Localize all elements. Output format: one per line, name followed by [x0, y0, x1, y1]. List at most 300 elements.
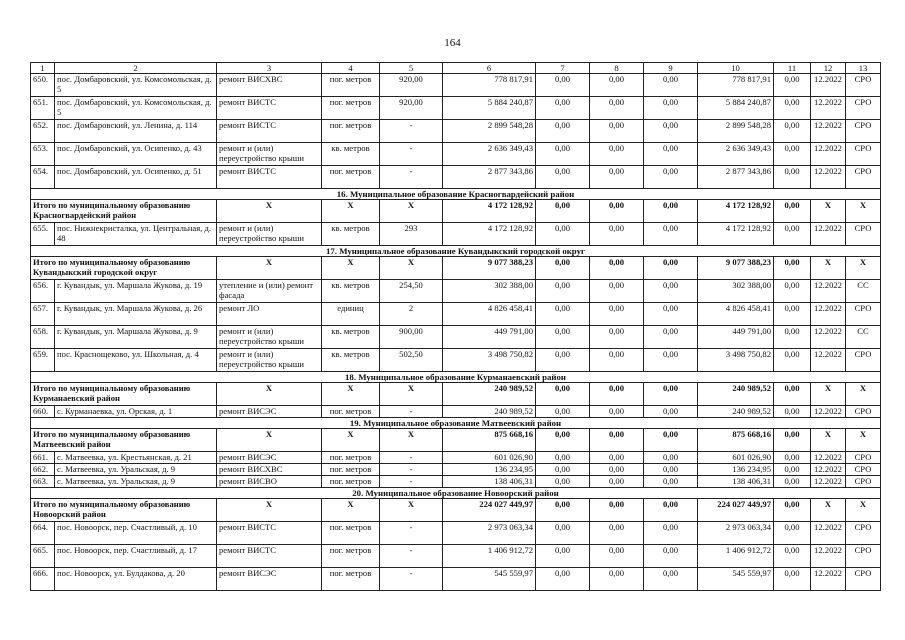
cost-total-2-cell: 1 406 912,72	[698, 545, 774, 568]
fund-cost-cell: 0,00	[536, 349, 590, 372]
fund-cost-cell: 0,00	[536, 476, 590, 488]
unit-cell: пог. метров	[322, 522, 380, 545]
budget-cost-cell: 0,00	[590, 452, 644, 464]
table-row	[31, 326, 881, 349]
column-number-cell: 13	[846, 63, 881, 74]
row-number-cell: 652.	[31, 120, 55, 143]
capital-repair-table	[30, 62, 881, 591]
volume-cell: 2	[380, 303, 443, 326]
fund-cost-cell: 0,00	[536, 74, 590, 97]
other-cost-cell: 0,00	[774, 143, 811, 166]
cost-total-2-cell: 302 388,00	[698, 280, 774, 303]
method-cell: СРО	[846, 74, 881, 97]
total-cost-cell: 136 234,95	[443, 464, 536, 476]
address-cell: пос. Домбаровский, ул. Осипенко, д. 43	[55, 143, 217, 166]
subtotal-budget-cost: 0,00	[590, 429, 644, 452]
work-type-cell: ремонт и (или) переустройство крыши	[217, 326, 322, 349]
other-cost-cell: 0,00	[774, 522, 811, 545]
subtotal-fund-cost: 0,00	[536, 383, 590, 406]
section-header-row	[31, 246, 881, 257]
table-row	[31, 476, 881, 488]
row-number-cell: 651.	[31, 97, 55, 120]
total-cost-cell: 778 817,91	[443, 74, 536, 97]
address-cell: г. Кувандык, ул. Маршала Жукова, д. 9	[55, 326, 217, 349]
column-number-cell: 3	[217, 63, 322, 74]
subtotal-fund-cost: 0,00	[536, 499, 590, 522]
table-row	[31, 223, 881, 246]
row-number-cell: 665.	[31, 545, 55, 568]
subtotal-work-type: X	[217, 200, 322, 223]
budget-cost-cell: 0,00	[590, 406, 644, 418]
column-number-cell: 12	[811, 63, 846, 74]
budget-cost-cell: 0,00	[590, 74, 644, 97]
other-cost-cell: 0,00	[774, 223, 811, 246]
address-cell: с. Матвеевка, ул. Уральская, д. 9	[55, 464, 217, 476]
section-title: 17. Муниципальное образование Кувандыкский городской округ	[31, 246, 881, 257]
budget-cost-cell: 0,00	[590, 349, 644, 372]
section-title: 16. Муниципальное образование Красногвардейский район	[31, 189, 881, 200]
work-type-cell: ремонт ВИСТС	[217, 120, 322, 143]
subtotal-unit: X	[322, 429, 380, 452]
column-number-cell: 1	[31, 63, 55, 74]
owner-cost-cell: 0,00	[644, 545, 698, 568]
cost-total-2-cell: 4 826 458,41	[698, 303, 774, 326]
work-type-cell: ремонт и (или) переустройство крыши	[217, 349, 322, 372]
row-number-cell: 664.	[31, 522, 55, 545]
total-cost-cell: 3 498 750,82	[443, 349, 536, 372]
subtotal-cost-total-2: 9 077 388,23	[698, 257, 774, 280]
work-type-cell: ремонт ВИСЭС	[217, 568, 322, 591]
column-number-cell: 11	[774, 63, 811, 74]
other-cost-cell: 0,00	[774, 120, 811, 143]
deadline-cell: 12.2022	[811, 120, 846, 143]
cost-total-2-cell: 136 234,95	[698, 464, 774, 476]
address-cell: с. Курманаевка, ул. Орская, д. 1	[55, 406, 217, 418]
address-cell: пос. Нижнекристалка, ул. Центральная, д. 48	[55, 223, 217, 246]
row-number-cell: 663.	[31, 476, 55, 488]
row-number-cell: 659.	[31, 349, 55, 372]
method-cell: СРО	[846, 120, 881, 143]
subtotal-label: Итого по муниципальному образованию Матвеевский район	[31, 429, 217, 452]
fund-cost-cell: 0,00	[536, 223, 590, 246]
unit-cell: пог. метров	[322, 464, 380, 476]
address-cell: пос. Новоорск, пер. Счастливый, д. 10	[55, 522, 217, 545]
subtotal-total-cost: 4 172 128,92	[443, 200, 536, 223]
subtotal-label: Итого по муниципальному образованию Красногвардейский район	[31, 200, 217, 223]
subtotal-method: X	[846, 200, 881, 223]
section-header-row	[31, 418, 881, 429]
subtotal-unit: X	[322, 200, 380, 223]
column-number-row	[31, 63, 881, 74]
subtotal-unit: X	[322, 499, 380, 522]
owner-cost-cell: 0,00	[644, 166, 698, 189]
method-cell: СРО	[846, 303, 881, 326]
table-row	[31, 568, 881, 591]
owner-cost-cell: 0,00	[644, 522, 698, 545]
volume-cell: -	[380, 545, 443, 568]
method-cell: СРО	[846, 97, 881, 120]
other-cost-cell: 0,00	[774, 568, 811, 591]
budget-cost-cell: 0,00	[590, 476, 644, 488]
other-cost-cell: 0,00	[774, 166, 811, 189]
subtotal-cost-total-2: 224 027 449,97	[698, 499, 774, 522]
deadline-cell: 12.2022	[811, 143, 846, 166]
section-header-row	[31, 488, 881, 499]
deadline-cell: 12.2022	[811, 303, 846, 326]
unit-cell: кв. метров	[322, 143, 380, 166]
unit-cell: пог. метров	[322, 74, 380, 97]
deadline-cell: 12.2022	[811, 349, 846, 372]
subtotal-row	[31, 429, 881, 452]
unit-cell: пог. метров	[322, 476, 380, 488]
method-cell: СРО	[846, 545, 881, 568]
work-type-cell: ремонт и (или) переустройство крыши	[217, 143, 322, 166]
subtotal-volume: X	[380, 383, 443, 406]
subtotal-deadline: X	[811, 429, 846, 452]
work-type-cell: ремонт ЛО	[217, 303, 322, 326]
section-title: 20. Муниципальное образование Новоорский район	[31, 488, 881, 499]
subtotal-label: Итого по муниципальному образованию Новоорский район	[31, 499, 217, 522]
budget-cost-cell: 0,00	[590, 97, 644, 120]
unit-cell: пог. метров	[322, 166, 380, 189]
method-cell: СРО	[846, 522, 881, 545]
deadline-cell: 12.2022	[811, 166, 846, 189]
table-row	[31, 166, 881, 189]
subtotal-cost-total-2: 875 668,16	[698, 429, 774, 452]
other-cost-cell: 0,00	[774, 303, 811, 326]
owner-cost-cell: 0,00	[644, 349, 698, 372]
row-number-cell: 660.	[31, 406, 55, 418]
deadline-cell: 12.2022	[811, 476, 846, 488]
other-cost-cell: 0,00	[774, 349, 811, 372]
row-number-cell: 650.	[31, 74, 55, 97]
subtotal-fund-cost: 0,00	[536, 257, 590, 280]
volume-cell: 293	[380, 223, 443, 246]
volume-cell: 920,00	[380, 97, 443, 120]
method-cell: СРО	[846, 464, 881, 476]
volume-cell: -	[380, 143, 443, 166]
row-number-cell: 653.	[31, 143, 55, 166]
fund-cost-cell: 0,00	[536, 452, 590, 464]
work-type-cell: ремонт ВИСВО	[217, 476, 322, 488]
other-cost-cell: 0,00	[774, 280, 811, 303]
column-number-cell: 8	[590, 63, 644, 74]
row-number-cell: 658.	[31, 326, 55, 349]
owner-cost-cell: 0,00	[644, 120, 698, 143]
budget-cost-cell: 0,00	[590, 143, 644, 166]
address-cell: пос. Краснощеково, ул. Школьная, д. 4	[55, 349, 217, 372]
deadline-cell: 12.2022	[811, 97, 846, 120]
deadline-cell: 12.2022	[811, 568, 846, 591]
subtotal-work-type: X	[217, 257, 322, 280]
table-row	[31, 303, 881, 326]
fund-cost-cell: 0,00	[536, 545, 590, 568]
budget-cost-cell: 0,00	[590, 223, 644, 246]
deadline-cell: 12.2022	[811, 545, 846, 568]
address-cell: пос. Домбаровский, ул. Комсомольская, д. 5	[55, 74, 217, 97]
method-cell: СС	[846, 326, 881, 349]
owner-cost-cell: 0,00	[644, 97, 698, 120]
owner-cost-cell: 0,00	[644, 568, 698, 591]
address-cell: пос. Новоорск, ул. Булдакова, д. 20	[55, 568, 217, 591]
subtotal-volume: X	[380, 499, 443, 522]
volume-cell: 900,00	[380, 326, 443, 349]
total-cost-cell: 138 406,31	[443, 476, 536, 488]
cost-total-2-cell: 601 026,90	[698, 452, 774, 464]
subtotal-other-cost: 0,00	[774, 499, 811, 522]
total-cost-cell: 2 973 063,34	[443, 522, 536, 545]
subtotal-row	[31, 200, 881, 223]
fund-cost-cell: 0,00	[536, 568, 590, 591]
deadline-cell: 12.2022	[811, 326, 846, 349]
work-type-cell: ремонт ВИСЭС	[217, 406, 322, 418]
work-type-cell: ремонт ВИСТС	[217, 166, 322, 189]
budget-cost-cell: 0,00	[590, 303, 644, 326]
subtotal-other-cost: 0,00	[774, 383, 811, 406]
total-cost-cell: 601 026,90	[443, 452, 536, 464]
table-row	[31, 97, 881, 120]
volume-cell: -	[380, 120, 443, 143]
cost-total-2-cell: 4 172 128,92	[698, 223, 774, 246]
subtotal-fund-cost: 0,00	[536, 200, 590, 223]
budget-cost-cell: 0,00	[590, 280, 644, 303]
fund-cost-cell: 0,00	[536, 120, 590, 143]
subtotal-fund-cost: 0,00	[536, 429, 590, 452]
fund-cost-cell: 0,00	[536, 97, 590, 120]
subtotal-total-cost: 240 989,52	[443, 383, 536, 406]
total-cost-cell: 4 826 458,41	[443, 303, 536, 326]
other-cost-cell: 0,00	[774, 545, 811, 568]
volume-cell: -	[380, 476, 443, 488]
row-number-cell: 662.	[31, 464, 55, 476]
address-cell: пос. Новоорск, пер. Счастливый, д. 17	[55, 545, 217, 568]
volume-cell: -	[380, 568, 443, 591]
table-row	[31, 545, 881, 568]
subtotal-budget-cost: 0,00	[590, 499, 644, 522]
subtotal-other-cost: 0,00	[774, 200, 811, 223]
work-type-cell: ремонт ВИСХВС	[217, 74, 322, 97]
deadline-cell: 12.2022	[811, 280, 846, 303]
cost-total-2-cell: 2 973 063,34	[698, 522, 774, 545]
deadline-cell: 12.2022	[811, 522, 846, 545]
work-type-cell: ремонт и (или) переустройство крыши	[217, 223, 322, 246]
unit-cell: кв. метров	[322, 349, 380, 372]
method-cell: СРО	[846, 568, 881, 591]
address-cell: с. Матвеевка, ул. Крестьянская, д. 21	[55, 452, 217, 464]
method-cell: СРО	[846, 223, 881, 246]
cost-total-2-cell: 449 791,00	[698, 326, 774, 349]
total-cost-cell: 449 791,00	[443, 326, 536, 349]
other-cost-cell: 0,00	[774, 476, 811, 488]
subtotal-owner-cost: 0,00	[644, 499, 698, 522]
subtotal-method: X	[846, 499, 881, 522]
cost-total-2-cell: 2 877 343,86	[698, 166, 774, 189]
fund-cost-cell: 0,00	[536, 522, 590, 545]
work-type-cell: ремонт ВИСЭС	[217, 452, 322, 464]
total-cost-cell: 2 636 349,43	[443, 143, 536, 166]
address-cell: пос. Домбаровский, ул. Ленина, д. 114	[55, 120, 217, 143]
column-number-cell: 6	[443, 63, 536, 74]
deadline-cell: 12.2022	[811, 74, 846, 97]
section-header-row	[31, 189, 881, 200]
subtotal-owner-cost: 0,00	[644, 429, 698, 452]
subtotal-cost-total-2: 240 989,52	[698, 383, 774, 406]
table-row	[31, 452, 881, 464]
subtotal-total-cost: 875 668,16	[443, 429, 536, 452]
volume-cell: -	[380, 452, 443, 464]
table-row	[31, 522, 881, 545]
cost-total-2-cell: 5 884 240,87	[698, 97, 774, 120]
subtotal-method: X	[846, 383, 881, 406]
volume-cell: -	[380, 522, 443, 545]
address-cell: с. Матвеевка, ул. Уральская, д. 9	[55, 476, 217, 488]
total-cost-cell: 1 406 912,72	[443, 545, 536, 568]
owner-cost-cell: 0,00	[644, 464, 698, 476]
subtotal-label: Итого по муниципальному образованию Курманаевский район	[31, 383, 217, 406]
work-type-cell: ремонт ВИСТС	[217, 545, 322, 568]
subtotal-deadline: X	[811, 499, 846, 522]
address-cell: пос. Домбаровский, ул. Осипенко, д. 51	[55, 166, 217, 189]
subtotal-owner-cost: 0,00	[644, 200, 698, 223]
row-number-cell: 657.	[31, 303, 55, 326]
fund-cost-cell: 0,00	[536, 326, 590, 349]
row-number-cell: 655.	[31, 223, 55, 246]
unit-cell: пог. метров	[322, 406, 380, 418]
budget-cost-cell: 0,00	[590, 464, 644, 476]
section-header-row	[31, 372, 881, 383]
volume-cell: 920,00	[380, 74, 443, 97]
subtotal-label: Итого по муниципальному образованию Кувандыкский городской округ	[31, 257, 217, 280]
budget-cost-cell: 0,00	[590, 568, 644, 591]
table-row	[31, 349, 881, 372]
fund-cost-cell: 0,00	[536, 406, 590, 418]
other-cost-cell: 0,00	[774, 406, 811, 418]
method-cell: СРО	[846, 166, 881, 189]
budget-cost-cell: 0,00	[590, 522, 644, 545]
table-row	[31, 74, 881, 97]
row-number-cell: 654.	[31, 166, 55, 189]
subtotal-method: X	[846, 429, 881, 452]
budget-cost-cell: 0,00	[590, 166, 644, 189]
unit-cell: пог. метров	[322, 452, 380, 464]
column-number-cell: 7	[536, 63, 590, 74]
method-cell: СС	[846, 280, 881, 303]
column-number-cell: 4	[322, 63, 380, 74]
owner-cost-cell: 0,00	[644, 406, 698, 418]
volume-cell: -	[380, 464, 443, 476]
table-row	[31, 406, 881, 418]
cost-total-2-cell: 138 406,31	[698, 476, 774, 488]
row-number-cell: 661.	[31, 452, 55, 464]
other-cost-cell: 0,00	[774, 97, 811, 120]
deadline-cell: 12.2022	[811, 452, 846, 464]
subtotal-deadline: X	[811, 200, 846, 223]
work-type-cell: ремонт ВИСХВС	[217, 464, 322, 476]
column-number-cell: 2	[55, 63, 217, 74]
method-cell: СРО	[846, 476, 881, 488]
budget-cost-cell: 0,00	[590, 326, 644, 349]
row-number-cell: 666.	[31, 568, 55, 591]
volume-cell: -	[380, 406, 443, 418]
table-row	[31, 120, 881, 143]
owner-cost-cell: 0,00	[644, 476, 698, 488]
deadline-cell: 12.2022	[811, 406, 846, 418]
volume-cell: 254,50	[380, 280, 443, 303]
owner-cost-cell: 0,00	[644, 74, 698, 97]
other-cost-cell: 0,00	[774, 464, 811, 476]
subtotal-other-cost: 0,00	[774, 429, 811, 452]
deadline-cell: 12.2022	[811, 223, 846, 246]
cost-total-2-cell: 3 498 750,82	[698, 349, 774, 372]
subtotal-row	[31, 499, 881, 522]
table-row	[31, 464, 881, 476]
subtotal-work-type: X	[217, 429, 322, 452]
column-number-cell: 10	[698, 63, 774, 74]
unit-cell: единиц	[322, 303, 380, 326]
subtotal-row	[31, 383, 881, 406]
owner-cost-cell: 0,00	[644, 452, 698, 464]
fund-cost-cell: 0,00	[536, 464, 590, 476]
owner-cost-cell: 0,00	[644, 280, 698, 303]
table-row	[31, 280, 881, 303]
address-cell: г. Кувандык, ул. Маршала Жукова, д. 26	[55, 303, 217, 326]
subtotal-volume: X	[380, 429, 443, 452]
budget-cost-cell: 0,00	[590, 545, 644, 568]
subtotal-volume: X	[380, 200, 443, 223]
method-cell: СРО	[846, 406, 881, 418]
page-number: 164	[444, 37, 461, 49]
column-number-cell: 9	[644, 63, 698, 74]
method-cell: СРО	[846, 143, 881, 166]
fund-cost-cell: 0,00	[536, 166, 590, 189]
subtotal-row	[31, 257, 881, 280]
cost-total-2-cell: 240 989,52	[698, 406, 774, 418]
total-cost-cell: 240 989,52	[443, 406, 536, 418]
unit-cell: пог. метров	[322, 545, 380, 568]
address-cell: пос. Домбаровский, ул. Комсомольская, д. 5	[55, 97, 217, 120]
total-cost-cell: 4 172 128,92	[443, 223, 536, 246]
subtotal-work-type: X	[217, 499, 322, 522]
other-cost-cell: 0,00	[774, 452, 811, 464]
section-title: 18. Муниципальное образование Курманаевский район	[31, 372, 881, 383]
fund-cost-cell: 0,00	[536, 280, 590, 303]
subtotal-unit: X	[322, 383, 380, 406]
subtotal-work-type: X	[217, 383, 322, 406]
owner-cost-cell: 0,00	[644, 326, 698, 349]
subtotal-method: X	[846, 257, 881, 280]
volume-cell: -	[380, 166, 443, 189]
owner-cost-cell: 0,00	[644, 143, 698, 166]
subtotal-total-cost: 9 077 388,23	[443, 257, 536, 280]
deadline-cell: 12.2022	[811, 464, 846, 476]
subtotal-deadline: X	[811, 257, 846, 280]
total-cost-cell: 302 388,00	[443, 280, 536, 303]
column-number-cell: 5	[380, 63, 443, 74]
cost-total-2-cell: 778 817,91	[698, 74, 774, 97]
subtotal-owner-cost: 0,00	[644, 383, 698, 406]
cost-total-2-cell: 2 636 349,43	[698, 143, 774, 166]
unit-cell: кв. метров	[322, 280, 380, 303]
subtotal-total-cost: 224 027 449,97	[443, 499, 536, 522]
cost-total-2-cell: 545 559,97	[698, 568, 774, 591]
total-cost-cell: 2 877 343,86	[443, 166, 536, 189]
total-cost-cell: 5 884 240,87	[443, 97, 536, 120]
subtotal-budget-cost: 0,00	[590, 257, 644, 280]
unit-cell: кв. метров	[322, 223, 380, 246]
total-cost-cell: 545 559,97	[443, 568, 536, 591]
unit-cell: пог. метров	[322, 568, 380, 591]
owner-cost-cell: 0,00	[644, 303, 698, 326]
